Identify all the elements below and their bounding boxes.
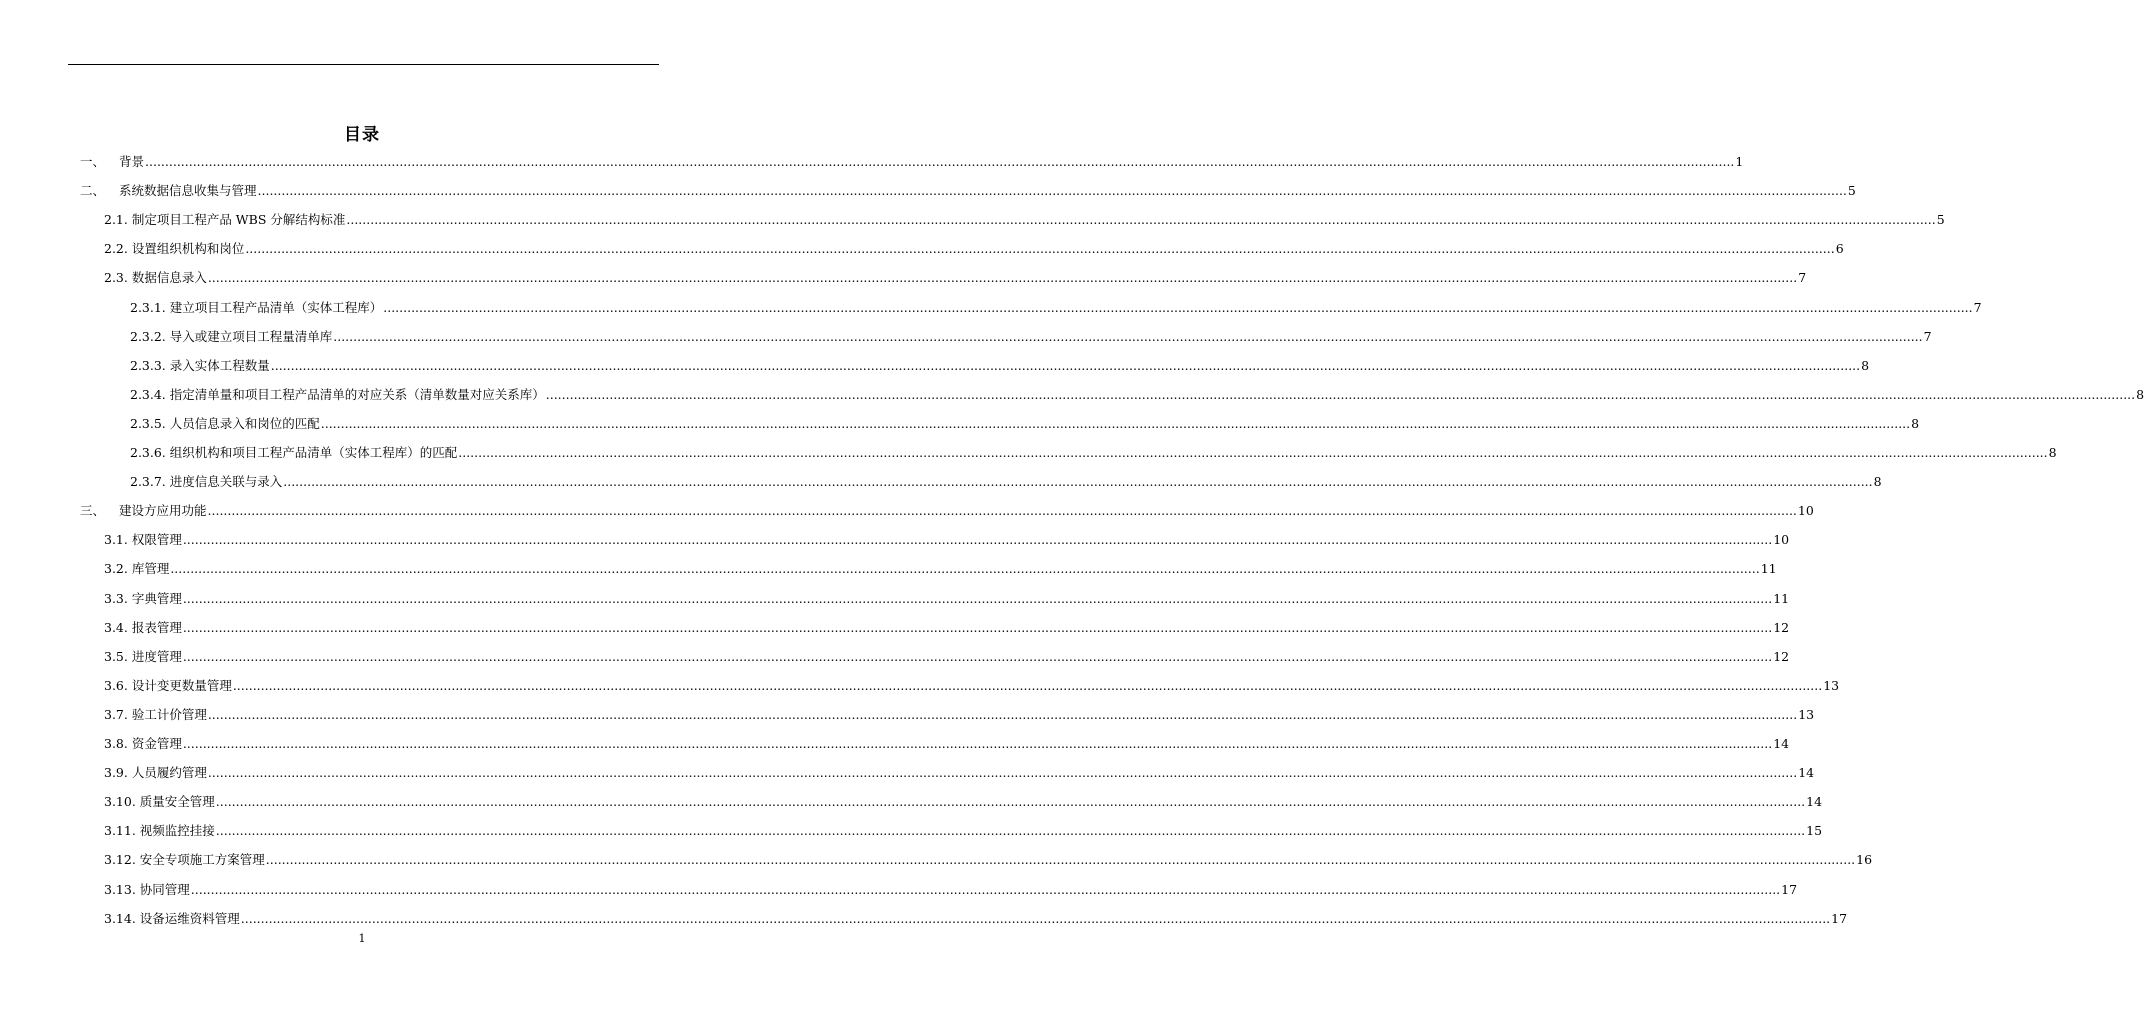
toc-entry-page: 8 (1873, 474, 1882, 490)
toc-leader-dots: ................................................................................................................................................................................................................................................................................................................................................................................................................ (182, 590, 1773, 606)
toc-entry[interactable] (104, 848, 1873, 868)
toc-leader-dots: ................................................................................................................................................................................................................................................................................................................................................................................................................ (458, 445, 2048, 460)
toc-entry-label: 3.13. 协同管理 (104, 881, 190, 897)
toc-entry-label: 2.3. 数据信息录入 (104, 270, 207, 286)
toc-entry-label: 3.5. 进度管理 (104, 648, 182, 664)
toc-entry-page: 1 (1735, 154, 1744, 169)
toc-entry[interactable] (130, 325, 1932, 345)
toc-entry[interactable] (104, 907, 1848, 927)
toc-entry-label: 2.3.7. 进度信息关联与录入 (130, 474, 283, 490)
toc-leader-dots: ................................................................................................................................................................................................................................................................................................................................................................................................................ (245, 241, 1835, 257)
toc-leader-dots: ................................................................................................................................................................................................................................................................................................................................................................................................................ (545, 386, 2136, 402)
toc-entry-label: 2.2. 设置组织机构和岗位 (104, 241, 245, 257)
toc-entry-page: 13 (1823, 677, 1840, 693)
toc-entry-label: 3.1. 权限管理 (104, 532, 182, 548)
toc-leader-dots: ................................................................................................................................................................................................................................................................................................................................................................................................................ (346, 212, 1936, 228)
toc-entry[interactable] (104, 674, 1840, 694)
toc-leader-dots: ................................................................................................................................................................................................................................................................................................................................................................................................................ (383, 299, 1973, 315)
toc-entry-label: 系统数据信息收集与管理 (119, 183, 257, 199)
toc-entry[interactable] (130, 470, 1882, 490)
page-number: 1 (358, 932, 366, 945)
toc-entry-label: 3.10. 质量安全管理 (104, 794, 215, 810)
toc-leader-dots: ................................................................................................................................................................................................................................................................................................................................................................................................................ (182, 619, 1773, 635)
toc-entry-page: 8 (2048, 445, 2057, 460)
toc-entry[interactable] (104, 587, 1790, 607)
toc-leader-dots: ................................................................................................................................................................................................................................................................................................................................................................................................................ (207, 706, 1798, 722)
toc-entry-page: 13 (1798, 706, 1815, 722)
toc-entry-page: 8 (1861, 357, 1870, 373)
toc-entry[interactable] (80, 150, 1744, 170)
toc-entry[interactable] (130, 296, 1982, 316)
toc-leader-dots: ................................................................................................................................................................................................................................................................................................................................................................................................................ (182, 648, 1773, 664)
toc-entry-label: 建设方应用功能 (119, 503, 207, 519)
toc-entry[interactable] (130, 412, 1920, 432)
toc-entry[interactable] (104, 616, 1790, 636)
toc-entry-label: 2.3.5. 人员信息录入和岗位的匹配 (130, 415, 320, 431)
toc-entry-label: 3.6. 设计变更数量管理 (104, 677, 232, 693)
toc-entry-page: 6 (1835, 241, 1844, 257)
toc-entry-label: 2.3.6. 组织机构和项目工程产品清单（实体工程库）的匹配 (130, 445, 458, 460)
toc-entry-label: 2.3.3. 录入实体工程数量 (130, 357, 270, 373)
toc-leader-dots: ................................................................................................................................................................................................................................................................................................................................................................................................................ (257, 183, 1847, 199)
toc-entry-label: 3.14. 设备运维资料管理 (104, 910, 240, 926)
toc-entry-page: 10 (1773, 532, 1790, 548)
toc-leader-dots: ................................................................................................................................................................................................................................................................................................................................................................................................................ (270, 357, 1861, 373)
toc-entry-page: 17 (1831, 910, 1848, 926)
toc-leader-dots: ................................................................................................................................................................................................................................................................................................................................................................................................................ (333, 328, 1923, 344)
toc-entry-label: 3.3. 字典管理 (104, 590, 182, 606)
toc-entry-label: 2.3.2. 导入或建立项目工程量清单库 (130, 328, 333, 344)
toc-leader-dots: ................................................................................................................................................................................................................................................................................................................................................................................................................ (190, 881, 1781, 897)
toc-entry-page: 15 (1806, 823, 1823, 839)
toc-entry[interactable] (104, 790, 1823, 810)
toc-entry[interactable] (130, 354, 1870, 374)
toc-entry[interactable] (80, 179, 1856, 199)
toc-entry[interactable] (104, 703, 1815, 723)
toc-entry-page: 16 (1856, 852, 1873, 868)
toc-entry[interactable] (80, 499, 1814, 519)
toc-entry[interactable] (104, 819, 1823, 839)
toc-entry[interactable] (130, 383, 2144, 403)
toc-leader-dots: ................................................................................................................................................................................................................................................................................................................................................................................................................ (145, 154, 1735, 169)
toc-entry-label: 3.4. 报表管理 (104, 619, 182, 635)
toc-entry-page: 11 (1760, 561, 1777, 577)
toc-entry[interactable] (104, 878, 1798, 898)
toc-leader-dots: ................................................................................................................................................................................................................................................................................................................................................................................................................ (215, 794, 1806, 810)
toc-entry-label: 2.3.4. 指定清单量和项目工程产品清单的对应关系（清单数量对应关系库） (130, 386, 545, 402)
toc-leader-dots: ................................................................................................................................................................................................................................................................................................................................................................................................................ (182, 532, 1773, 548)
toc-entry-label: 背景 (119, 154, 145, 169)
toc-entry-page: 7 (1973, 299, 1982, 315)
toc-entry-label: 3.8. 资金管理 (104, 736, 182, 751)
toc-entry[interactable] (104, 557, 1777, 577)
toc-entry-label: 3.12. 安全专项施工方案管理 (104, 852, 265, 868)
toc-entry-page: 7 (1798, 270, 1807, 286)
toc-entry-page: 10 (1797, 503, 1814, 519)
toc-entry[interactable] (104, 645, 1790, 665)
toc-leader-dots: ................................................................................................................................................................................................................................................................................................................................................................................................................ (207, 270, 1798, 286)
toc-leader-dots: ................................................................................................................................................................................................................................................................................................................................................................................................................ (283, 474, 1873, 490)
toc-entry-page: 12 (1773, 648, 1790, 664)
toc-leader-dots: ................................................................................................................................................................................................................................................................................................................................................................................................................ (320, 415, 1911, 431)
toc-entry-number: 一、 (80, 154, 106, 169)
toc-leader-dots: ................................................................................................................................................................................................................................................................................................................................................................................................................ (215, 823, 1806, 839)
toc-entry[interactable] (104, 208, 1945, 228)
toc-entry[interactable] (104, 528, 1790, 548)
toc-entry-page: 5 (1847, 183, 1856, 199)
toc-entry-page: 7 (1923, 328, 1932, 344)
toc-entry[interactable] (104, 732, 1790, 752)
toc-leader-dots: ................................................................................................................................................................................................................................................................................................................................................................................................................ (182, 736, 1773, 751)
toc-entry[interactable] (104, 237, 1844, 257)
toc-entry-label: 3.11. 视频监控挂接 (104, 823, 215, 839)
toc-entry-page: 8 (2136, 386, 2144, 402)
toc-entry-page: 8 (1911, 415, 1920, 431)
toc-leader-dots: ................................................................................................................................................................................................................................................................................................................................................................................................................ (265, 852, 1856, 868)
toc-leader-dots: ................................................................................................................................................................................................................................................................................................................................................................................................................ (207, 765, 1798, 781)
toc-entry-page: 14 (1798, 765, 1815, 781)
toc-entry-page: 14 (1773, 736, 1790, 751)
toc-entry[interactable] (104, 761, 1815, 781)
toc-entry-label: 3.7. 验工计价管理 (104, 706, 207, 722)
toc-entry[interactable] (104, 266, 1807, 286)
toc-entry-page: 14 (1806, 794, 1823, 810)
toc-title: 目录 (344, 125, 380, 145)
toc-entry-page: 12 (1773, 619, 1790, 635)
toc-leader-dots: ................................................................................................................................................................................................................................................................................................................................................................................................................ (232, 677, 1823, 693)
toc-entry-page: 11 (1773, 590, 1790, 606)
toc-entry-number: 二、 (80, 183, 106, 199)
toc-entry-label: 2.3.1. 建立项目工程产品清单（实体工程库） (130, 299, 383, 315)
toc-leader-dots: ................................................................................................................................................................................................................................................................................................................................................................................................................ (207, 503, 1797, 519)
toc-entry-page: 5 (1936, 212, 1945, 228)
toc-leader-dots: ................................................................................................................................................................................................................................................................................................................................................................................................................ (240, 910, 1831, 926)
toc-entry[interactable] (130, 441, 2057, 461)
toc-entry-label: 3.2. 库管理 (104, 561, 170, 577)
toc-entry-label: 3.9. 人员履约管理 (104, 765, 207, 781)
toc-entry-label: 2.1. 制定项目工程产品 WBS 分解结构标准 (104, 212, 346, 228)
toc-entry-number: 三、 (80, 503, 106, 519)
toc-entry-page: 17 (1781, 881, 1798, 897)
header-rule (68, 64, 659, 65)
toc-leader-dots: ................................................................................................................................................................................................................................................................................................................................................................................................................ (170, 561, 1760, 577)
